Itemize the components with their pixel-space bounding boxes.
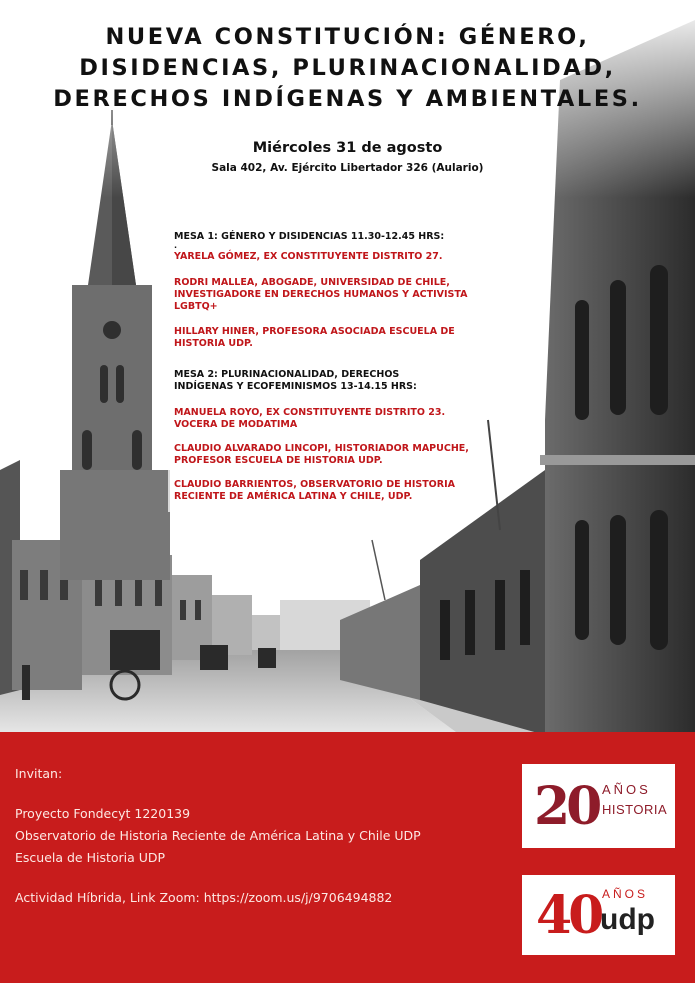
mesa2-heading bbox=[174, 369, 474, 393]
logo-name: udp bbox=[600, 903, 655, 936]
org-escuela: Escuela de Historia UDP bbox=[15, 850, 166, 865]
logo-number: 20 bbox=[534, 776, 599, 837]
speaker-line: CLAUDIO BARRIENTOS, OBSERVATORIO DE HISTORIA bbox=[174, 479, 455, 490]
speaker-line: RECIENTE DE AMÉRICA LATINA Y CHILE, UDP. bbox=[174, 491, 413, 502]
zoom-link[interactable]: Actividad Híbrida, Link Zoom: https://zoom.us/j/9706494882 bbox=[15, 890, 393, 905]
speaker bbox=[174, 407, 474, 431]
speaker bbox=[174, 251, 474, 263]
title-line: NUEVA CONSTITUCIÓN: GÉNERO, bbox=[105, 24, 590, 50]
title-line: DERECHOS INDÍGENAS Y AMBIENTALES. bbox=[53, 86, 642, 112]
logo-name: HISTORIA bbox=[602, 802, 668, 817]
speaker-line: LGBTQ+ bbox=[174, 301, 218, 312]
speaker-line: INVESTIGADORE EN DERECHOS HUMANOS Y ACTIVISTA bbox=[174, 289, 468, 300]
title-line: DISIDENCIAS, PLURINACIONALIDAD, bbox=[79, 55, 616, 81]
speaker bbox=[174, 479, 474, 503]
logo-number: 40 bbox=[536, 885, 601, 946]
logo-40-anos-udp bbox=[522, 875, 675, 955]
org-observatorio: Observatorio de Historia Reciente de América Latina y Chile UDP bbox=[15, 828, 421, 843]
event-date: Miércoles 31 de agosto bbox=[252, 140, 443, 156]
speaker-line: RODRI MALLEA, ABOGADE, UNIVERSIDAD DE CHILE, bbox=[174, 277, 450, 288]
speaker-line: PROFESOR ESCUELA DE HISTORIA UDP. bbox=[174, 455, 383, 466]
mesa2-heading-line: MESA 2: PLURINACIONALIDAD, DERECHOS bbox=[174, 369, 400, 380]
mesa2-heading-line: INDÍGENAS Y ECOFEMINISMOS 13-14.15 HRS: bbox=[174, 381, 417, 392]
logo-anos: AÑOS bbox=[602, 887, 649, 901]
speaker-line: HILLARY HINER, PROFESORA ASOCIADA ESCUELA DE bbox=[174, 326, 455, 337]
invitan-label: Invitan: bbox=[15, 766, 63, 781]
speaker-line: VOCERA DE MODATIMA bbox=[174, 419, 298, 430]
org-fondecyt: Proyecto Fondecyt 1220139 bbox=[15, 806, 191, 821]
speaker bbox=[174, 443, 474, 467]
speaker bbox=[174, 277, 474, 313]
speaker-line: MANUELA ROYO, EX CONSTITUYENTE DISTRITO 23. bbox=[174, 407, 446, 418]
speaker-line: CLAUDIO ALVARADO LINCOPI, HISTORIADOR MAPUCHE, bbox=[174, 443, 469, 454]
event-title bbox=[0, 22, 695, 115]
speaker bbox=[174, 326, 474, 350]
speaker-line: YARELA GÓMEZ, EX CONSTITUYENTE DISTRITO 27. bbox=[174, 251, 443, 262]
logo-anos: AÑOS bbox=[602, 782, 651, 797]
logo-20-anos-historia bbox=[522, 764, 675, 848]
speaker-line: HISTORIA UDP. bbox=[174, 338, 253, 349]
event-location: Sala 402, Av. Ejército Libertador 326 (Aulario) bbox=[211, 162, 484, 174]
mesa1-dot: . bbox=[174, 241, 178, 250]
mesa1-heading: MESA 1: GÉNERO Y DISIDENCIAS 11.30-12.45 HRS: bbox=[174, 231, 445, 242]
